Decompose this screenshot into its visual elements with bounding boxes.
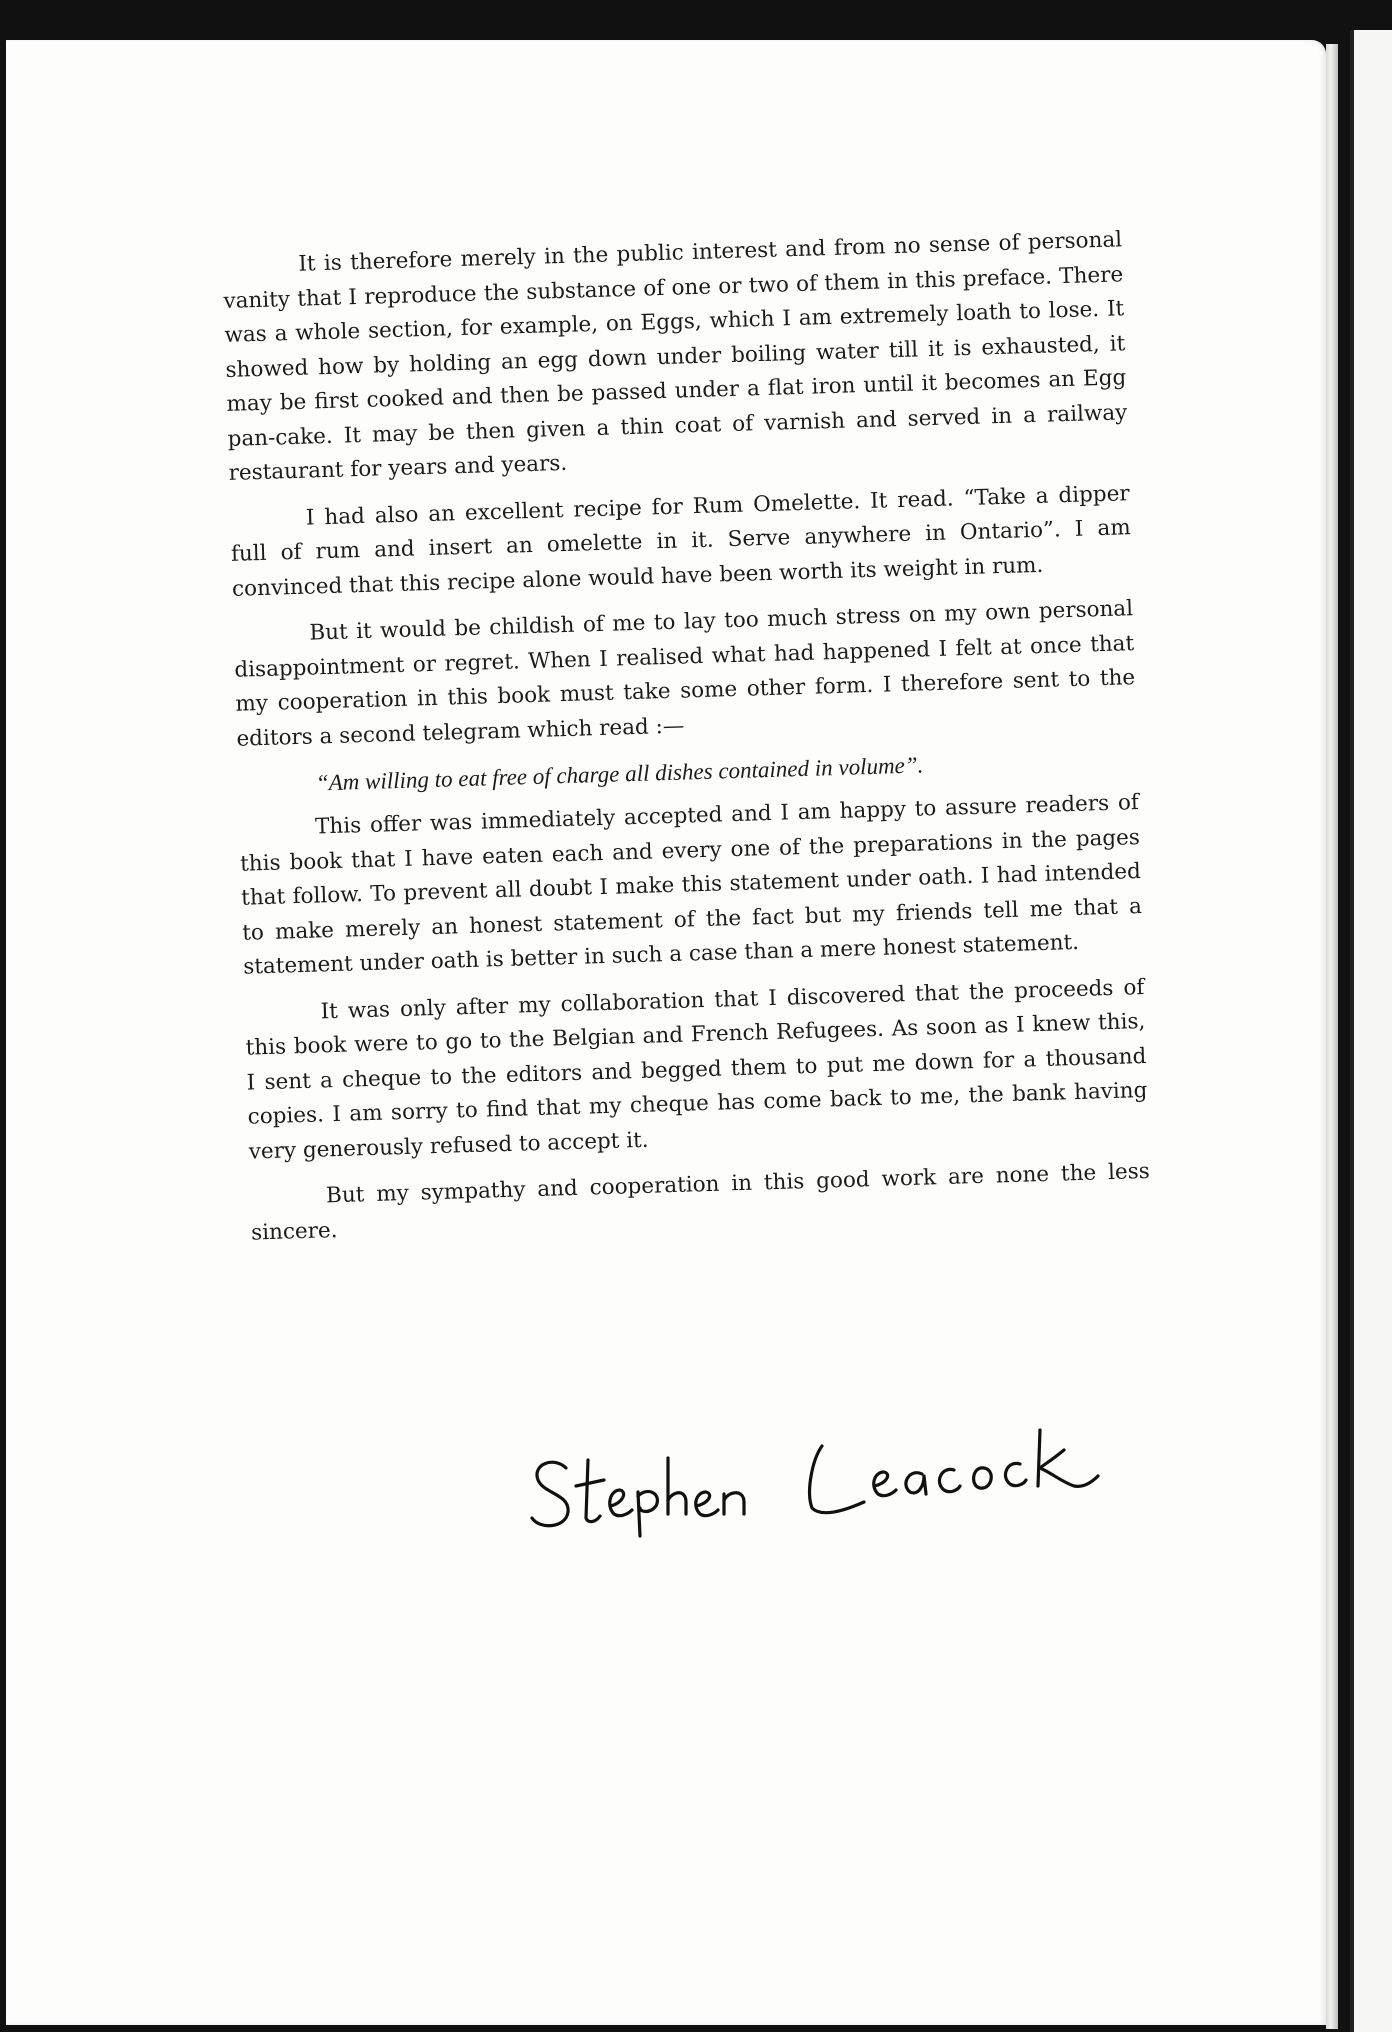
adjacent-page-edge [1350, 30, 1392, 2032]
paragraph-rum-omelette: I had also an excellent recipe for Rum Omelette. It read. “Take a dipper full of rum and insert an omelette in it. Serve anywhere in Ontario”. I am convinced that this recipe alone would have been worth its weight in rum. [230, 480, 1132, 602]
page-fore-edge [1326, 44, 1338, 2029]
paragraph-eggs: It is therefore merely in the public interest and from no sense of personal vanity that I reproduce the substance of one or two of them in this preface. There was a whole section, for example, on Eggs, which I am extremely loath to lose. It showed how by holding an egg down under boiling water till it is exhausted, it may be first cooked and then be passed under a flat iron until it becomes an Egg pan-cake. It may be then given a thin coat of varnish and served in a railway restaurant for years and years. [223, 227, 1128, 486]
paragraph-refugees: It was only after my collaboration that I discovered that the proceeds of this book were to go to the Belgian and French Refugees. As soon as I knew this, I sent a cheque to the editors and begged them to put me down for a thousand copies. I am sorry to find that my cheque has come back to me, the bank having very generously refused to accept it. [245, 974, 1148, 1165]
handwritten-signature [526, 1420, 1106, 1550]
book-page [6, 40, 1326, 2025]
preface-text [222, 223, 1151, 1250]
paragraph-closing: But my sympathy and cooperation in this good work are none the less sincere. [250, 1158, 1151, 1246]
telegram-quote: “Am willing to eat free of charge all dishes contained in volume”. [315, 752, 924, 796]
paragraph-oath: This offer was immediately accepted and I am happy to assure readers of this book that I have eaten each and every one of the preparations in the pages that follow. To prevent all doubt I make this statement under oath. I had intended to make merely an honest statement of the fact but my friends tell me that a statement under oath is better in such a case than a mere honest statement. [239, 790, 1143, 980]
paragraph-cooperation: But it would be childish of me to lay too much stress on my own personal disappointment or regret. When I realised what had happened I felt at once that my cooperation in this book must take some other form. I therefore sent to the editors a second telegram which read :— [234, 596, 1136, 752]
